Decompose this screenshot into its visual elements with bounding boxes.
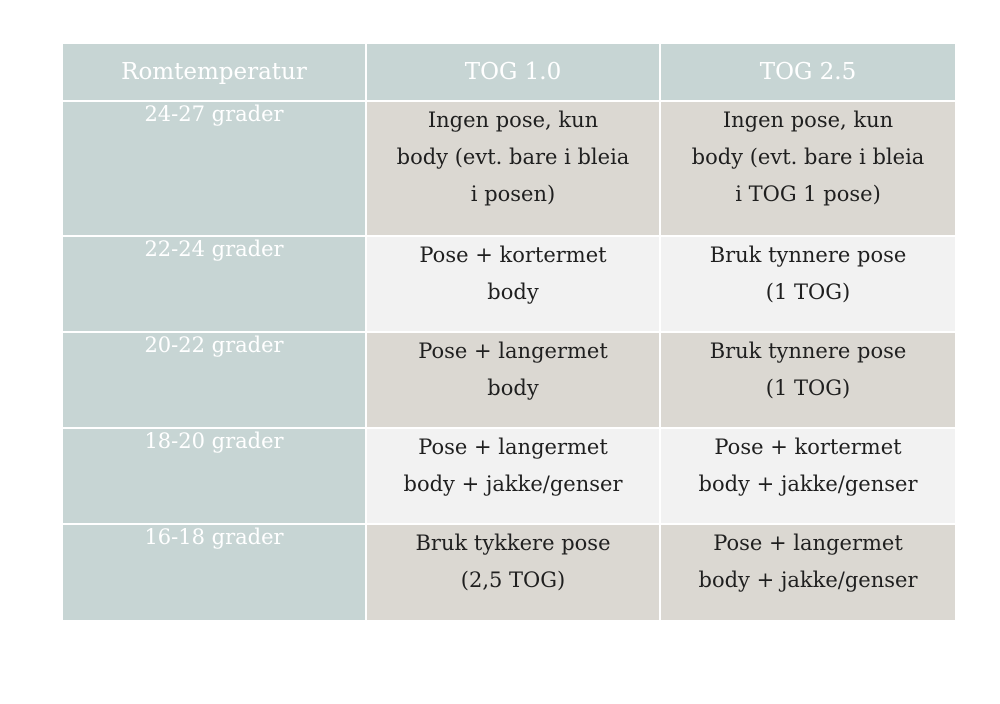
tog-1-0-cell [366,524,660,621]
table-row [63,101,955,236]
cell-line: Pose + langermet [418,339,608,363]
cell-line: Pose + langermet [713,531,903,555]
cell-line: Bruk tynnere pose [709,339,907,363]
header-romtemperatur: Romtemperatur [63,44,366,101]
temperature-cell: 16-18 grader [63,524,366,621]
tog-2-5-cell [660,101,955,236]
table-row [63,332,955,428]
cell-line: Ingen pose, kun [427,108,599,132]
tog-2-5-cell [660,524,955,621]
cell-line: body (evt. bare i bleia [396,145,630,169]
tog-table [63,44,955,622]
table-row [63,236,955,332]
table-row [63,428,955,524]
cell-line: Bruk tykkere pose [415,531,611,555]
header-tog-2-5: TOG 2.5 [660,44,955,101]
tog-1-0-cell [366,332,660,428]
cell-line: Ingen pose, kun [722,108,894,132]
cell-line: i posen) [470,182,556,206]
cell-line: body + jakke/genser [698,568,918,592]
cell-line: Pose + kortermet [419,243,607,267]
temperature-cell: 22-24 grader [63,236,366,332]
tog-2-5-cell [660,236,955,332]
cell-line: body + jakke/genser [698,472,918,496]
table-row [63,524,955,621]
cell-line: Pose + langermet [418,435,608,459]
tog-1-0-cell [366,236,660,332]
tog-2-5-cell [660,332,955,428]
tog-2-5-cell [660,428,955,524]
tog-1-0-cell [366,101,660,236]
temperature-cell: 24-27 grader [63,101,366,236]
header-row [63,44,955,101]
cell-line: body + jakke/genser [403,472,623,496]
temperature-cell: 20-22 grader [63,332,366,428]
cell-line: Pose + kortermet [714,435,902,459]
cell-line: body [487,376,539,400]
cell-line: body [487,280,539,304]
cell-line: Bruk tynnere pose [709,243,907,267]
tog-1-0-cell [366,428,660,524]
cell-line: (1 TOG) [765,280,851,304]
cell-line: (1 TOG) [765,376,851,400]
temperature-cell: 18-20 grader [63,428,366,524]
cell-line: (2,5 TOG) [460,568,566,592]
cell-line: i TOG 1 pose) [735,182,881,206]
cell-line: body (evt. bare i bleia [691,145,925,169]
header-tog-1-0: TOG 1.0 [366,44,660,101]
